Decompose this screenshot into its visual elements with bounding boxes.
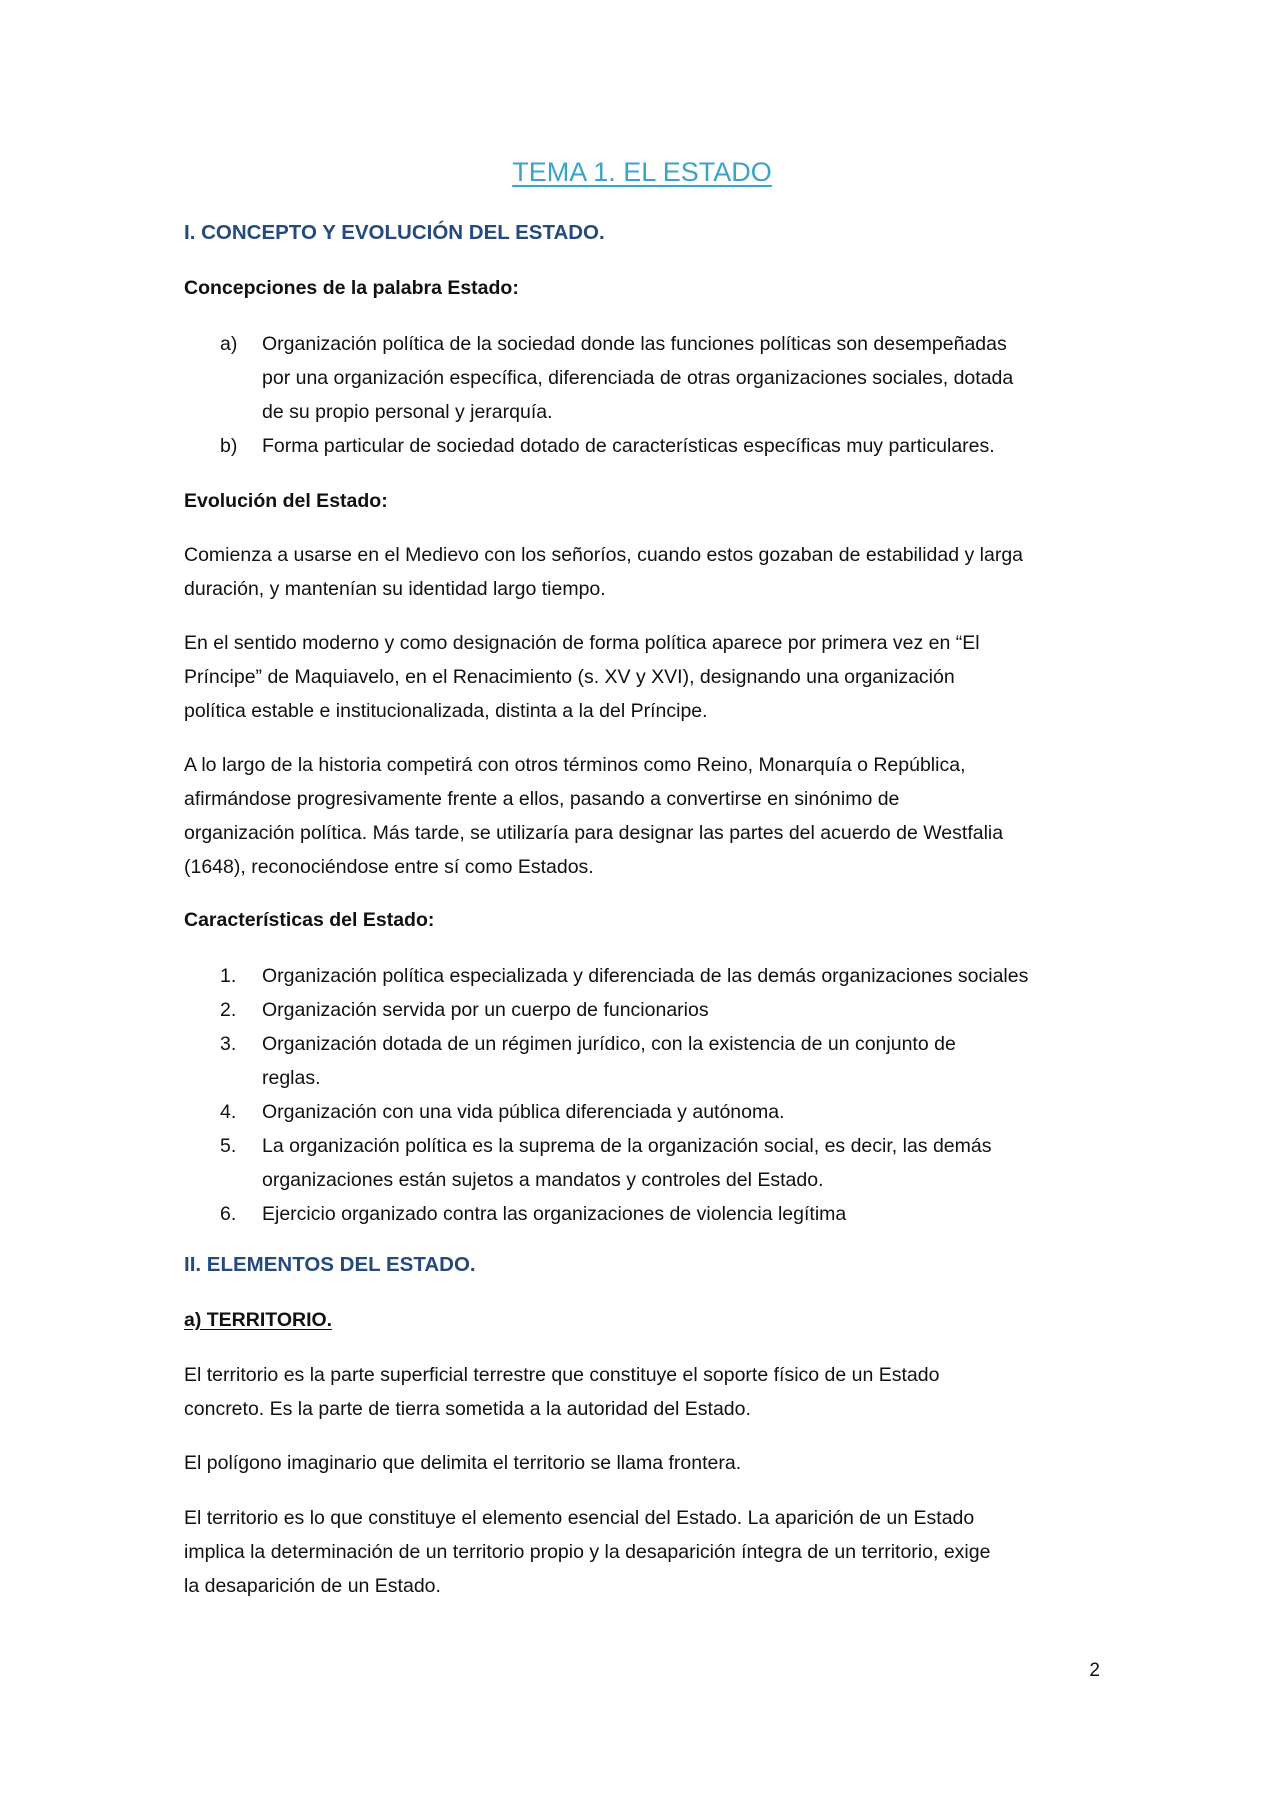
list-item-line: Organización política especializada y diferenciada de las demás organizaciones sociales [262,965,1029,987]
paragraph-line: duración, y mantenían su identidad largo tiempo. [184,578,606,600]
subheading-evolucion: Evolución del Estado: [184,490,388,512]
list-item-line: reglas. [262,1067,321,1089]
list-marker: 6. [220,1203,237,1225]
list-marker: 4. [220,1101,237,1123]
paragraph [184,1501,1100,1603]
subheading-caracteristicas: Características del Estado: [184,909,435,931]
paragraph-line: concreto. Es la parte de tierra sometida a la autoridad del Estado. [184,1398,751,1420]
paragraph-line: organización política. Más tarde, se utilizaría para designar las partes del acuerdo de Westfalia [184,822,1004,844]
section-heading-elementos: II. ELEMENTOS DEL ESTADO. [184,1253,476,1276]
list-marker: 1. [220,965,237,987]
list-item [184,1197,1100,1231]
list-item-line: Forma particular de sociedad dotado de características específicas muy particulares. [262,435,995,457]
paragraph-line: El territorio es la parte superficial terrestre que constituye el soporte físico de un Estado [184,1364,940,1386]
list-item-line: Organización política de la sociedad donde las funciones políticas son desempeñadas [262,333,1007,355]
paragraph-line: El territorio es lo que constituye el elemento esencial del Estado. La aparición de un Estado [184,1507,975,1529]
list-item-line: La organización política es la suprema de la organización social, es decir, las demás [262,1135,992,1157]
section-heading-concepto: I. CONCEPTO Y EVOLUCIÓN DEL ESTADO. [184,221,605,244]
paragraph [184,748,1100,884]
paragraph [184,538,1100,606]
list-item-line: Organización servida por un cuerpo de funcionarios [262,999,709,1021]
document-page [184,0,1100,1809]
list-item [184,1027,1100,1095]
list-item [184,429,1100,463]
paragraph-line: la desaparición de un Estado. [184,1575,441,1597]
subheading-territorio: a) TERRITORIO. [184,1309,333,1331]
list-item-line: organizaciones están sujetos a mandatos y controles del Estado. [262,1169,824,1191]
list-item-line: Ejercicio organizado contra las organizaciones de violencia legítima [262,1203,847,1225]
subheading-concepciones: Concepciones de la palabra Estado: [184,277,519,299]
paragraph-line: Príncipe” de Maquiavelo, en el Renacimiento (s. XV y XVI), designando una organización [184,666,955,688]
list-item-line: Organización dotada de un régimen jurídico, con la existencia de un conjunto de [262,1033,956,1055]
list-marker: 2. [220,999,237,1021]
list-item-line: de su propio personal y jerarquía. [262,401,553,423]
concepciones-list [184,327,1100,463]
list-item [184,327,1100,429]
caracteristicas-list [184,959,1100,1231]
list-item [184,1095,1100,1129]
paragraph-line: política estable e institucionalizada, distinta a la del Príncipe. [184,700,708,722]
paragraph-line: En el sentido moderno y como designación de forma política aparece por primera vez en “El [184,632,980,654]
list-marker: 5. [220,1135,237,1157]
page-number: 2 [1089,1660,1100,1681]
list-marker: a) [220,333,238,355]
paragraph-line: (1648), reconociéndose entre sí como Estados. [184,856,594,878]
list-item [184,1129,1100,1197]
list-marker: b) [220,435,238,457]
paragraph-line: implica la determinación de un territorio propio y la desaparición íntegra de un territorio, exige [184,1541,991,1563]
paragraph [184,1358,1100,1426]
list-item-line: Organización con una vida pública diferenciada y autónoma. [262,1101,785,1123]
list-item [184,993,1100,1027]
list-item [184,959,1100,993]
paragraph-line: Comienza a usarse en el Medievo con los señoríos, cuando estos gozaban de estabilidad y larga [184,544,1024,566]
list-item-line: por una organización específica, diferenciada de otras organizaciones sociales, dotada [262,367,1014,389]
list-marker: 3. [220,1033,237,1055]
paragraph-line: El polígono imaginario que delimita el territorio se llama frontera. [184,1452,742,1474]
paragraph-line: afirmándose progresivamente frente a ellos, pasando a convertirse en sinónimo de [184,788,900,810]
paragraph-line: A lo largo de la historia competirá con otros términos como Reino, Monarquía o República, [184,754,966,776]
paragraph [184,1446,1100,1480]
paragraph [184,626,1100,728]
document-title: TEMA 1. EL ESTADO [512,157,772,187]
